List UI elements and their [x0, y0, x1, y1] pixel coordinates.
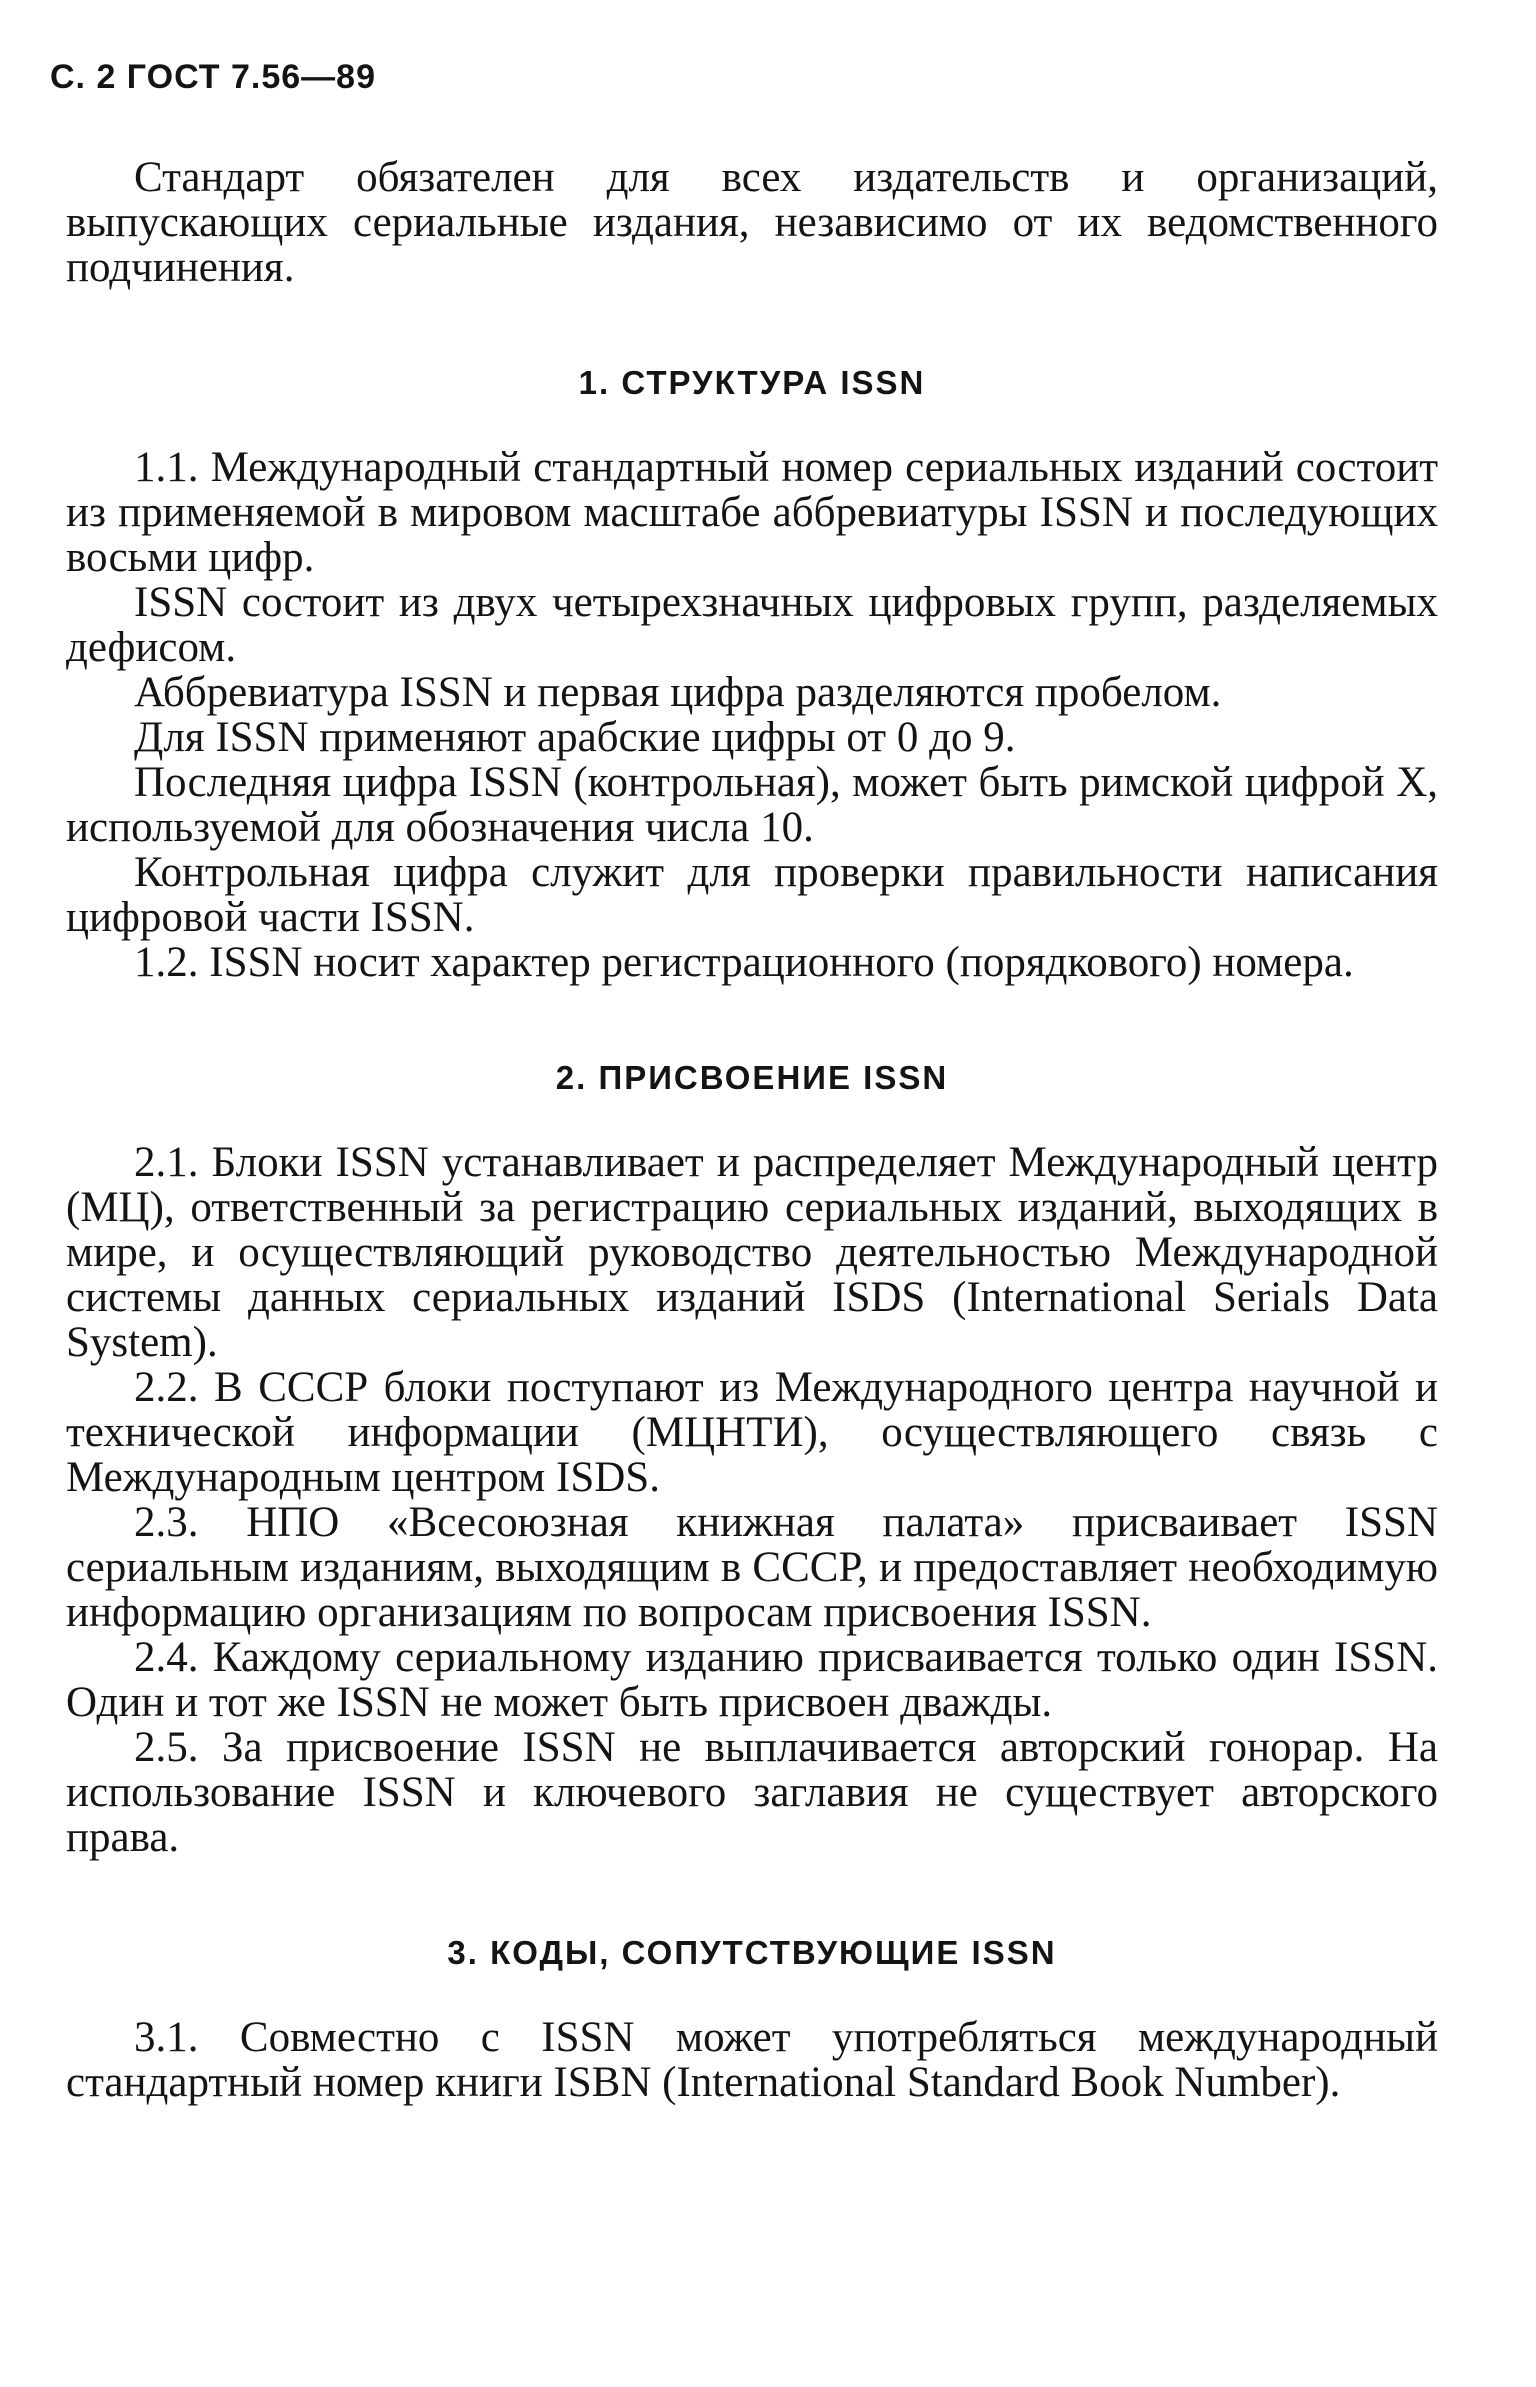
paragraph-check-digit-x: Последняя цифра ISSN (контрольная), может быть римской цифрой X, используемой для обозначения числа 10.: [66, 759, 1438, 851]
paragraph-2-5: 2.5. За присвоение ISSN не выплачивается авторский гонорар. На использование ISSN и ключевого заглавия не существует авторского права.: [66, 1724, 1438, 1861]
page-header: С. 2 ГОСТ 7.56—89: [50, 58, 376, 96]
section-1-title: 1. СТРУКТУРА ISSN: [578, 364, 926, 401]
document-body: [66, 155, 1438, 2105]
section-2-title: 2. ПРИСВОЕНИЕ ISSN: [555, 1059, 949, 1096]
paragraph-2-1: 2.1. Блоки ISSN устанавливает и распределяет Международный центр (МЦ), ответственный за регистрацию сериальных изданий, выходящих в мире, и осуществляющий руководство деятельностью Международной системы данных сериальных изданий ISDS (International Serials Data System).: [66, 1139, 1438, 1366]
paragraph-2-2: 2.2. В СССР блоки поступают из Международного центра научной и технической информации (МЦНТИ), осуществляющего связь с Международным центром ISDS.: [66, 1364, 1438, 1501]
paragraph-2-4: 2.4. Каждому сериальному изданию присваивается только один ISSN. Один и тот же ISSN не может быть присвоен дважды.: [66, 1634, 1438, 1726]
paragraph-issn-space: Аббревиатура ISSN и первая цифра разделяются пробелом.: [134, 669, 1222, 716]
paragraph-3-1: 3.1. Совместно с ISSN может употребляться международный стандартный номер книги ISBN (International Standard Book Number).: [66, 2014, 1438, 2106]
paragraph-2-3: 2.3. НПО «Всесоюзная книжная палата» присваивает ISSN сериальным изданиям, выходящим в СССР, и предоставляет необходимую информацию организациям по вопросам присвоения ISSN.: [66, 1499, 1438, 1636]
paragraph-issn-digits: Для ISSN применяют арабские цифры от 0 до 9.: [134, 714, 1016, 761]
paragraph-1-2: 1.2. ISSN носит характер регистрационного (порядкового) номера.: [134, 939, 1354, 986]
section-3-title: 3. КОДЫ, СОПУТСТВУЮЩИЕ ISSN: [447, 1934, 1057, 1971]
paragraph-1-1: 1.1. Международный стандартный номер сериальных изданий состоит из применяемой в мировом масштабе аббревиатуры ISSN и последующих восьми цифр.: [66, 444, 1438, 581]
paragraph-issn-groups: ISSN состоит из двух четырехзначных цифровых групп, разделяемых дефисом.: [66, 579, 1438, 671]
intro-paragraph: Стандарт обязателен для всех издательств и организаций, выпускающих сериальные издания, независимо от их ведомственного подчинения.: [66, 154, 1438, 291]
paragraph-check-digit-purpose: Контрольная цифра служит для проверки правильности написания цифровой части ISSN.: [66, 849, 1438, 941]
